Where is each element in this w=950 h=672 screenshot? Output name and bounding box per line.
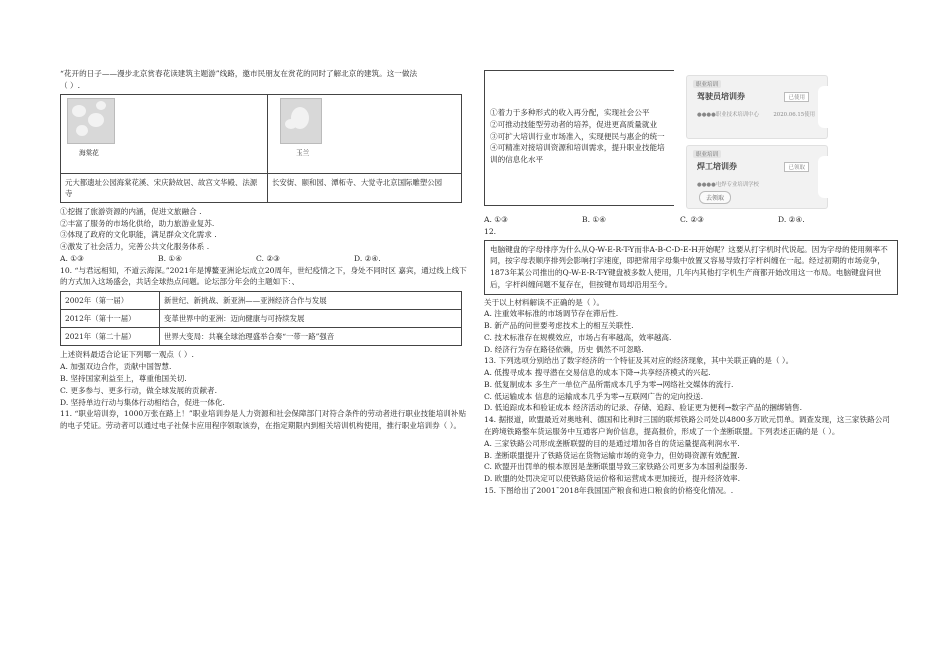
forum-theme-table [60,291,462,346]
q11-option-c[interactable]: C. ②③ [680,215,704,224]
q11-item: ③可扩大培训行业市场准入，实现便民与惠企的统一 [490,131,665,141]
q13-intro: 13. 下列选项分别给出了数字经济的一个特征及其对应的经济现象，其中关联正确的是（ ）。 [484,356,794,366]
begonia-photo [67,98,115,144]
q12-option-a[interactable]: A. 注重效率标准的市场调节存在滞后性. [484,309,619,319]
table-row: 2002年（第一届） 新世纪、新挑战、新亚洲——亚洲经济合作与发展 [61,292,462,310]
q15-intro: 15. 下图给出了2001¯2018年我国国产粮食和进口粮食的价格变化情况。. [484,485,734,495]
q12-question: 关于以上材料解读不正确的是（ ）。 [484,297,605,307]
q11-options [484,214,894,226]
q9-items [60,206,470,253]
q9-paren: （ ）. [60,80,81,90]
q11-item: ①着力于多种形式的收入再分配，实现社会公平 [490,108,650,117]
q9-item: ④激发了社会活力，完善公共文化服务体系 . [60,242,210,252]
q10-option-c[interactable]: C. 更多参与、更多行动，做全球发展的贡献者. [60,385,218,395]
q12-option-b[interactable]: B. 新产品的问世要考虑技术上的相互关联性. [484,321,634,331]
q9-option-d[interactable]: D. ②④. [354,253,381,263]
q11-item: ④可精准对接培训资源和培训需求，提升职业技能培训的信息化水平 [490,143,665,165]
claim-button[interactable]: 去领取 [699,191,731,204]
q12-option-c[interactable]: C. 技术标准存在规模效应，市场占有率越高，效率越高. [484,332,672,342]
welder-voucher-card: 职业培训 焊工培训券 已领取 ●●●●电焊专业培训学校 去领取 [686,145,828,209]
q10-question: 上述资料最适合论证下列哪一观点（ ）. [60,350,194,360]
training-voucher-image [686,75,826,213]
q9-item: ②丰富了服务的市场化供给，助力旅游业复苏. [60,218,215,228]
q9-option-c[interactable]: C. ②③ [256,253,280,263]
driver-voucher-card: 职业培训 驾驶员培训券 已使用 ●●●●职业技术培训中心 2020.06.15使用 [686,75,828,139]
q12-number: 12. [484,226,497,236]
q11-item: ②可推动技能型劳动者的培养，促进更高质量就业 [490,119,658,129]
q12-material-box: 电脑键盘的字母排序为什么从Q-W-E-R-T-Y而非A-B-C-D-E-H开始呢？这要从打字机时代说起。因为字母的使用频率不同，按字母表顺序排列会影响打字速度，即把常用字母集中放置又容易导致打字杆纠缠在一起。经过初期的市场竞争，1873年某公司推出的Q-W-E-R-T-Y键盘被多数人使用，几年内其他打字机生产商都开始改用这一布局。电脑键盘问世后，字杆纠缠问题不复存在，但按键布局却沿用至今。 [484,240,898,295]
q14-option-c[interactable]: C. 欧盟开出罚单的根本原因是垄断联盟导致三家铁路公司更多为本国利益服务. [484,462,748,472]
q11-statement-box [484,70,674,206]
q9-item: ①挖掘了旅游资源的内涵，促进文旅融合 . [60,206,202,216]
q11-option-d[interactable]: D. ②④. [778,215,805,224]
magnolia-photo [280,98,322,144]
q11-option-b[interactable]: B. ①④ [582,215,607,224]
q14-option-a[interactable]: A. 三家铁路公司形成垄断联盟的目的是通过增加各自的货运量提高利润水平. [484,438,740,448]
flower1-caption: 海棠花 [79,148,99,157]
flower1-cell [61,94,268,173]
table-row: 2012年（第十一届） 变革世界中的亚洲：迈向健康与可持续发展 [61,310,462,328]
q14-option-d[interactable]: D. 欧盟的处罚决定可以使铁路货运价格和运营成本更加接近，提升经济效率. [484,474,741,484]
table-row: 2021年（第二十届） 世界大变局：共襄全球治理盛举合奏“一带一路”强音 [61,328,462,346]
q10-option-b[interactable]: B. 坚持国家利益至上，尊重他国关切. [60,373,187,383]
q10-option-a[interactable]: A. 加强双边合作，贡献中国智慧. [60,362,172,372]
q9-item: ③体现了政府的文化职能，满足群众文化需求 . [60,230,217,240]
q12-option-d[interactable]: D. 经济行为存在路径依赖，历史 偶然不可忽略. [484,344,644,354]
q13-option-c[interactable]: C. 低运输成本 信息的运输成本几乎为零→互联网广告的定向投送. [484,391,703,401]
places1-cell: 元大都遗址公园海棠花溪、宋庆龄故居、故宫文华殿、法源寺 [61,173,268,202]
places2-cell: 长安街、颐和园、潭柘寺、大觉寺北京国际雕塑公园 [268,173,462,202]
flower2-caption: 玉兰 [296,148,310,157]
q14-intro: 14. 据报道，欧盟最近对奥地利、德国和比利时三国的联邦铁路公司处以4800多万欧元罚单。调查发现，这三家铁路公司在跨境铁路整车货运服务中互通客户询价信息，提高报价，形成了一个垄断联盟。下列表述正确的是（ ）。 [484,415,890,437]
q9-option-b[interactable]: B. ①④ [158,253,183,263]
q9-option-a[interactable]: A. ①③ [60,253,84,263]
q9-intro: “花开的日子——漫步北京赏春花读建筑主题游”线路，邀市民朋友在赏花的同时了解北京的建筑。这一做法 （ ）. [60,69,418,90]
q14-option-b[interactable]: B. 垄断联盟提升了铁路货运在货物运输市场的竞争力，但妨碍资源有效配置. [484,450,740,460]
left-column [60,68,470,432]
q11-option-a[interactable]: A. ①③ [484,215,508,224]
flower2-cell [268,94,462,173]
q9-options [60,253,470,265]
q10-intro: 10. “与君远相知，不道云海深。”2021年是博鳌亚洲论坛成立20周年，世纪疫情之下，身处不同时区 嘉宾，通过线上线下的方式加入这场盛会，共话全球热点问题。论坛部分年会的主题如下：、 [60,265,467,287]
q13-option-b[interactable]: B. 低复制成本 多生产一单位产品所需成本几乎为零→网络社交媒体的流行. [484,379,734,389]
flower-table [60,94,462,203]
q10-option-d[interactable]: D. 坚持单边行动与集体行动相结合，促进一体化. [60,397,225,407]
q11-intro: 11. “职业培训券，1000万张在路上！”职业培训券是人力资源和社会保障部门对符合条件的劳动者进行职业技能培训补贴的电子凭证。劳动者可以通过电子社保卡应用程序领取该券，在指定期限内到相关培训机构使用，推行职业培训券（ ）。 [60,409,467,431]
q13-option-a[interactable]: A. 低搜寻成本 搜寻潜在交易信息的成本下降→共享经济模式的兴起. [484,368,711,378]
q13-option-d[interactable]: D. 低追踪成本和验证成本 经济活动的记录、存储、追踪、验证更为便利→数字产品的捆绑销售. [484,403,802,413]
